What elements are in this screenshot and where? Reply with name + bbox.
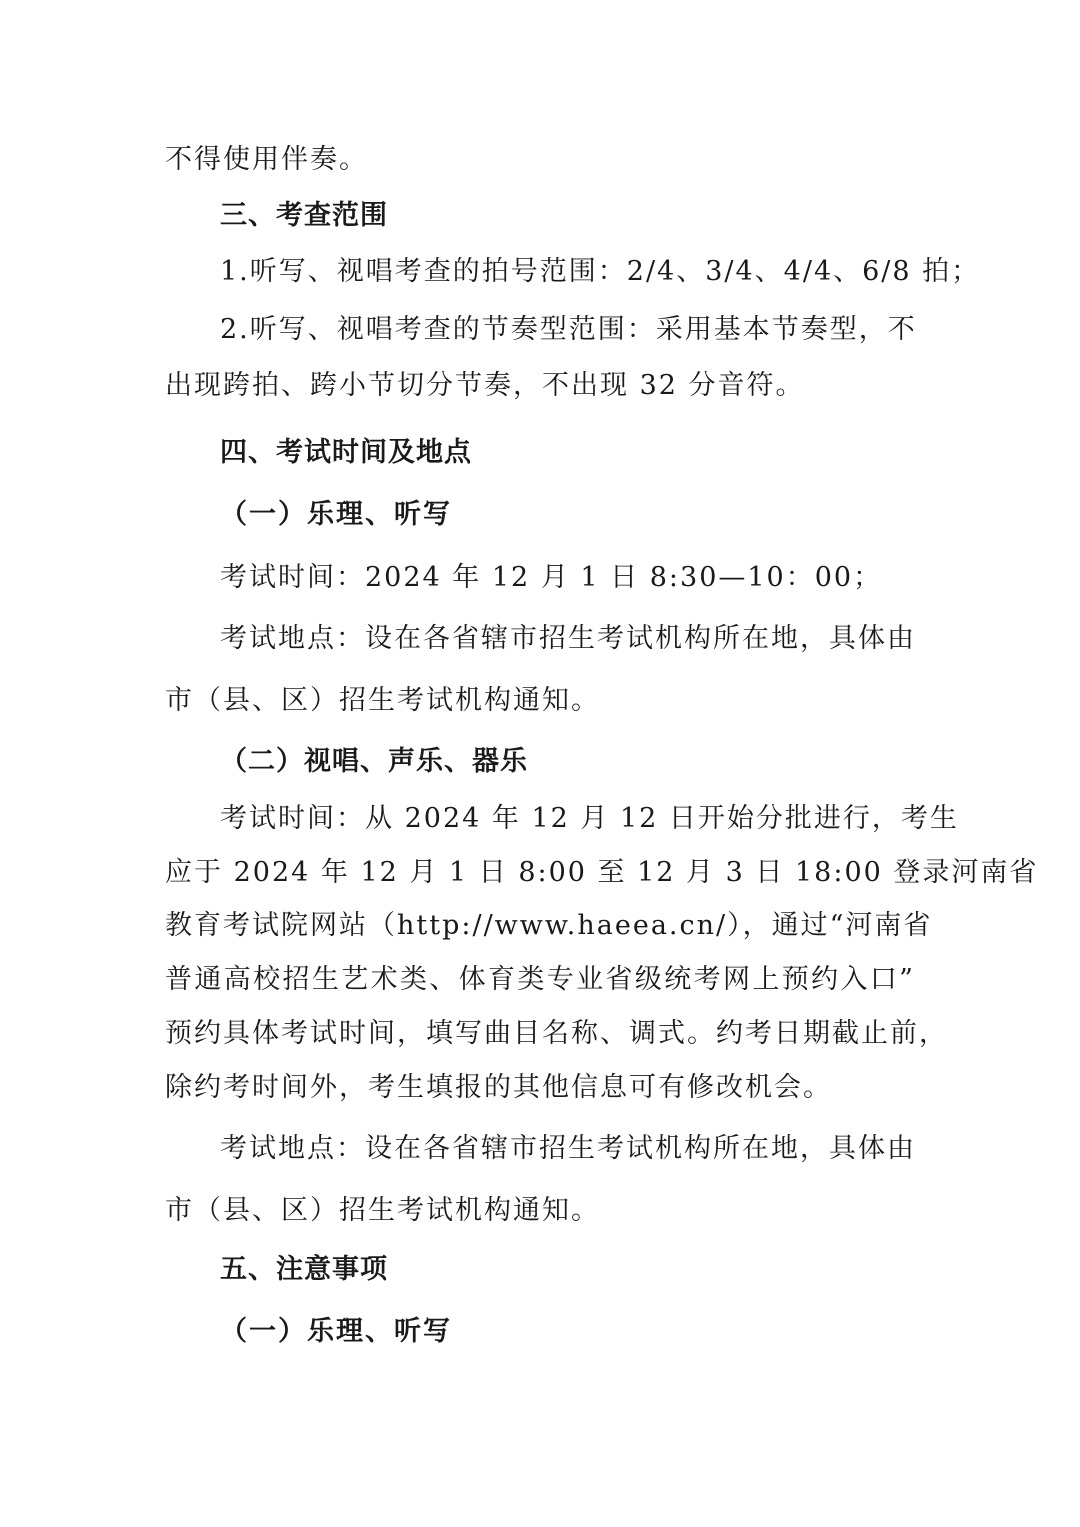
paragraph-line: 市（县、区）招生考试机构通知。 bbox=[165, 1195, 600, 1226]
paragraph-line: 2.听写、视唱考查的节奏型范围：采用基本节奏型，不 bbox=[220, 314, 917, 345]
paragraph-line: 预约具体考试时间，填写曲目名称、调式。约考日期截止前， bbox=[165, 1018, 948, 1049]
section-heading-notes: 五、注意事项 bbox=[220, 1254, 388, 1285]
paragraph-line: 教育考试院网站（http://www.haeea.cn/），通过“河南省 bbox=[165, 910, 933, 941]
paragraph-line: 普通高校招生艺术类、体育类专业省级统考网上预约入口” bbox=[165, 964, 915, 995]
section-heading-scope: 三、考查范围 bbox=[220, 200, 388, 231]
paragraph-line: 出现跨拍、跨小节切分节奏，不出现 32 分音符。 bbox=[165, 370, 805, 401]
subsection-heading-theory-dictation: （一）乐理、听写 bbox=[220, 499, 452, 530]
subsection-heading-sightsinging-vocal-instrument: （二）视唱、声乐、器乐 bbox=[220, 746, 528, 777]
paragraph-line: 考试地点：设在各省辖市招生考试机构所在地，具体由 bbox=[220, 1133, 916, 1164]
paragraph-line: 应于 2024 年 12 月 1 日 8:00 至 12 月 3 日 18:00 登录河南省 bbox=[165, 857, 1039, 888]
paragraph-line: 除约考时间外，考生填报的其他信息可有修改机会。 bbox=[165, 1072, 832, 1103]
subsection-heading-theory-dictation-notes: （一）乐理、听写 bbox=[220, 1316, 452, 1347]
paragraph-line: 1.听写、视唱考查的拍号范围：2/4、3/4、4/4、6/8 拍； bbox=[220, 256, 981, 287]
paragraph-line: 考试地点：设在各省辖市招生考试机构所在地，具体由 bbox=[220, 623, 916, 654]
paragraph-line: 市（县、区）招生考试机构通知。 bbox=[165, 685, 600, 716]
section-heading-time-place: 四、考试时间及地点 bbox=[220, 437, 472, 468]
paragraph-line: 考试时间：从 2024 年 12 月 12 日开始分批进行，考生 bbox=[220, 803, 959, 834]
paragraph-line: 考试时间：2024 年 12 月 1 日 8:30—10：00； bbox=[220, 562, 883, 593]
paragraph-line: 不得使用伴奏。 bbox=[165, 144, 368, 175]
